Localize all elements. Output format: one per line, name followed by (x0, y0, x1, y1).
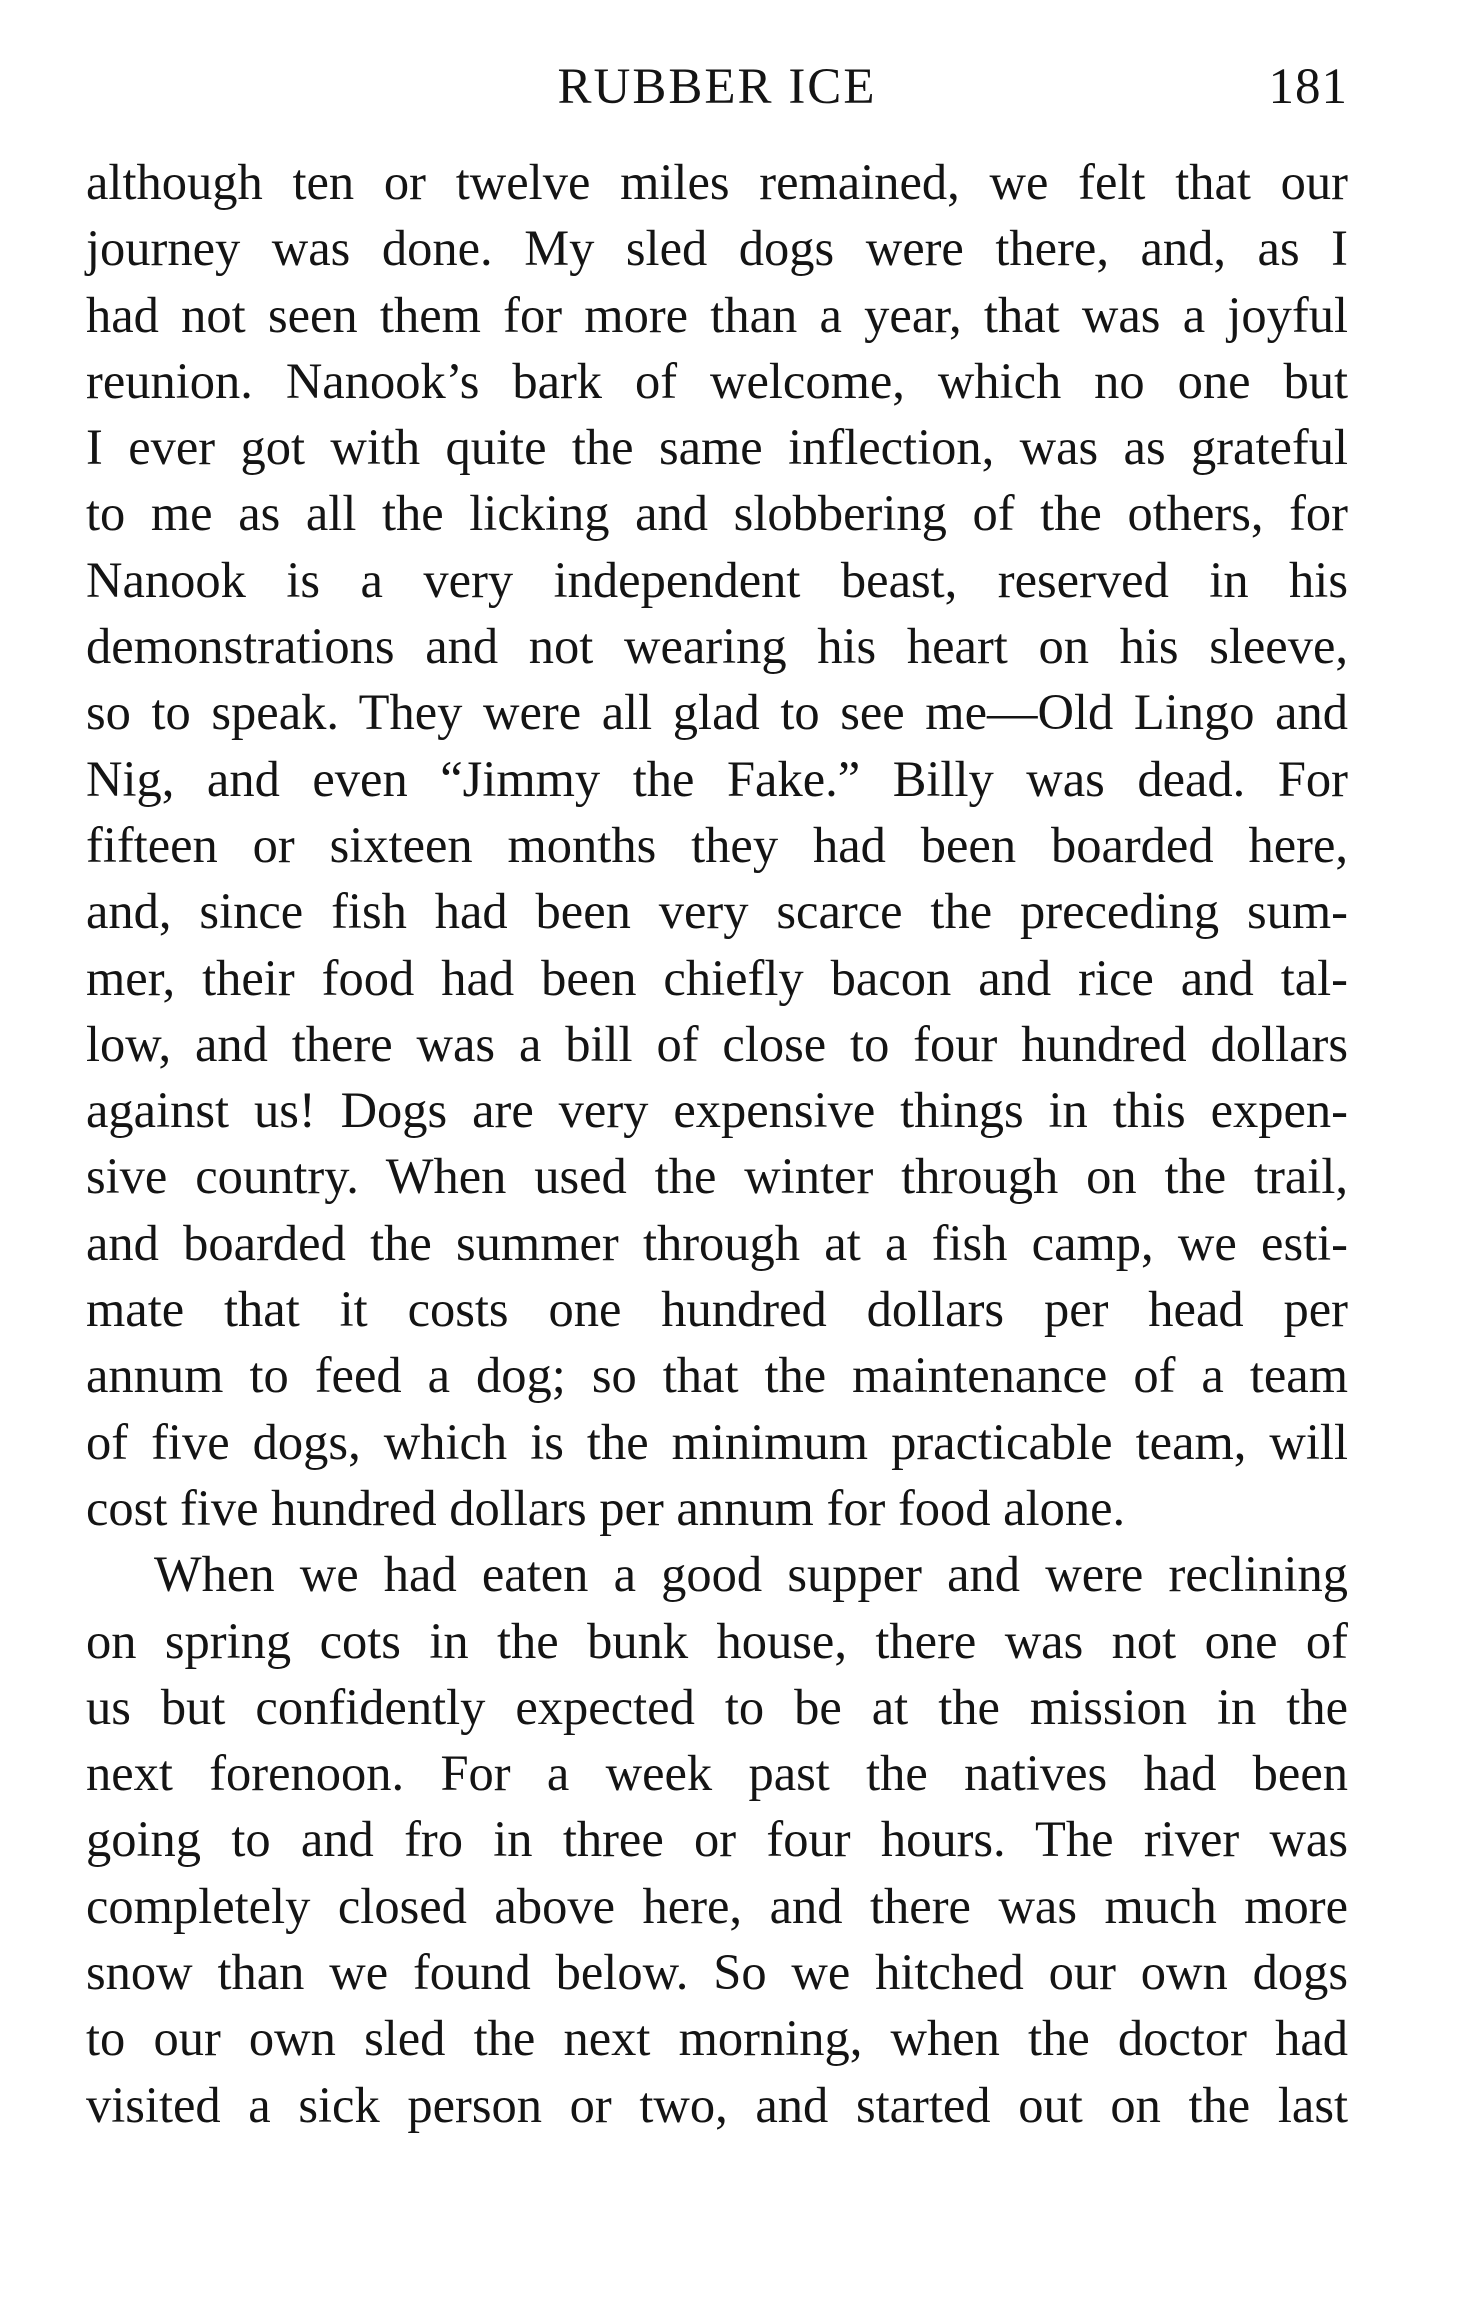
text-line: low, and there was a bill of close to four hundred dollars (86, 1015, 1348, 1072)
text-line: I ever got with quite the same inflection, was as grateful (86, 419, 1348, 476)
text-line: annum to feed a dog; so that the maintenance of a team (86, 1347, 1348, 1404)
text-line: and boarded the summer through at a fish camp, we esti- (86, 1214, 1348, 1271)
text-line: although ten or twelve miles remained, we felt that our (86, 154, 1348, 210)
text-line: fifteen or sixteen months they had been boarded here, (86, 816, 1348, 873)
text-line: Nanook is a very independent beast, reserved in his (86, 551, 1348, 608)
running-title: RUBBER ICE (557, 59, 877, 115)
text-line: reunion. Nanook’s bark of welcome, which no one but (86, 352, 1348, 409)
text-line: completely closed above here, and there was much more (86, 1877, 1348, 1934)
text-line: mer, their food had been chiefly bacon and rice and tal- (86, 949, 1348, 1006)
text-line: sive country. When used the winter through on the trail, (86, 1148, 1348, 1205)
text-line: us but confidently expected to be at the mission in the (86, 1678, 1348, 1735)
text-line: had not seen them for more than a year, that was a joyful (86, 286, 1348, 343)
text-line: on spring cots in the bunk house, there was not one of (86, 1612, 1348, 1669)
text-line: demonstrations and not wearing his heart on his sleeve, (86, 618, 1348, 675)
text-line: and, since fish had been very scarce the preceding sum- (86, 883, 1348, 940)
paragraph-start-line: When we had eaten a good supper and were reclining (154, 1546, 1348, 1603)
text-line: Nig, and even “Jimmy the Fake.” Billy was dead. For (86, 750, 1348, 807)
text-line: mate that it costs one hundred dollars per head per (86, 1281, 1348, 1338)
text-line: visited a sick person or two, and started out on the last (86, 2076, 1348, 2133)
text-line: journey was done. My sled dogs were there, and, as I (86, 220, 1348, 277)
page-number: 181 (1268, 59, 1348, 115)
text-line: against us! Dogs are very expensive things in this expen- (86, 1082, 1348, 1139)
text-line: of five dogs, which is the minimum practicable team, will (86, 1413, 1348, 1470)
text-line: so to speak. They were all glad to see me—Old Lingo and (86, 684, 1348, 741)
paragraph-end-line: cost five hundred dollars per annum for food alone. (86, 1479, 1126, 1536)
running-header (86, 52, 1348, 122)
text-line: next forenoon. For a week past the natives had been (86, 1745, 1348, 1802)
text-line: going to and fro in three or four hours. The river was (86, 1811, 1348, 1868)
body-text (86, 149, 1348, 2138)
text-line: snow than we found below. So we hitched our own dogs (86, 1944, 1348, 2001)
text-line: to me as all the licking and slobbering of the others, for (86, 485, 1348, 542)
text-line: to our own sled the next morning, when the doctor had (86, 2010, 1348, 2067)
